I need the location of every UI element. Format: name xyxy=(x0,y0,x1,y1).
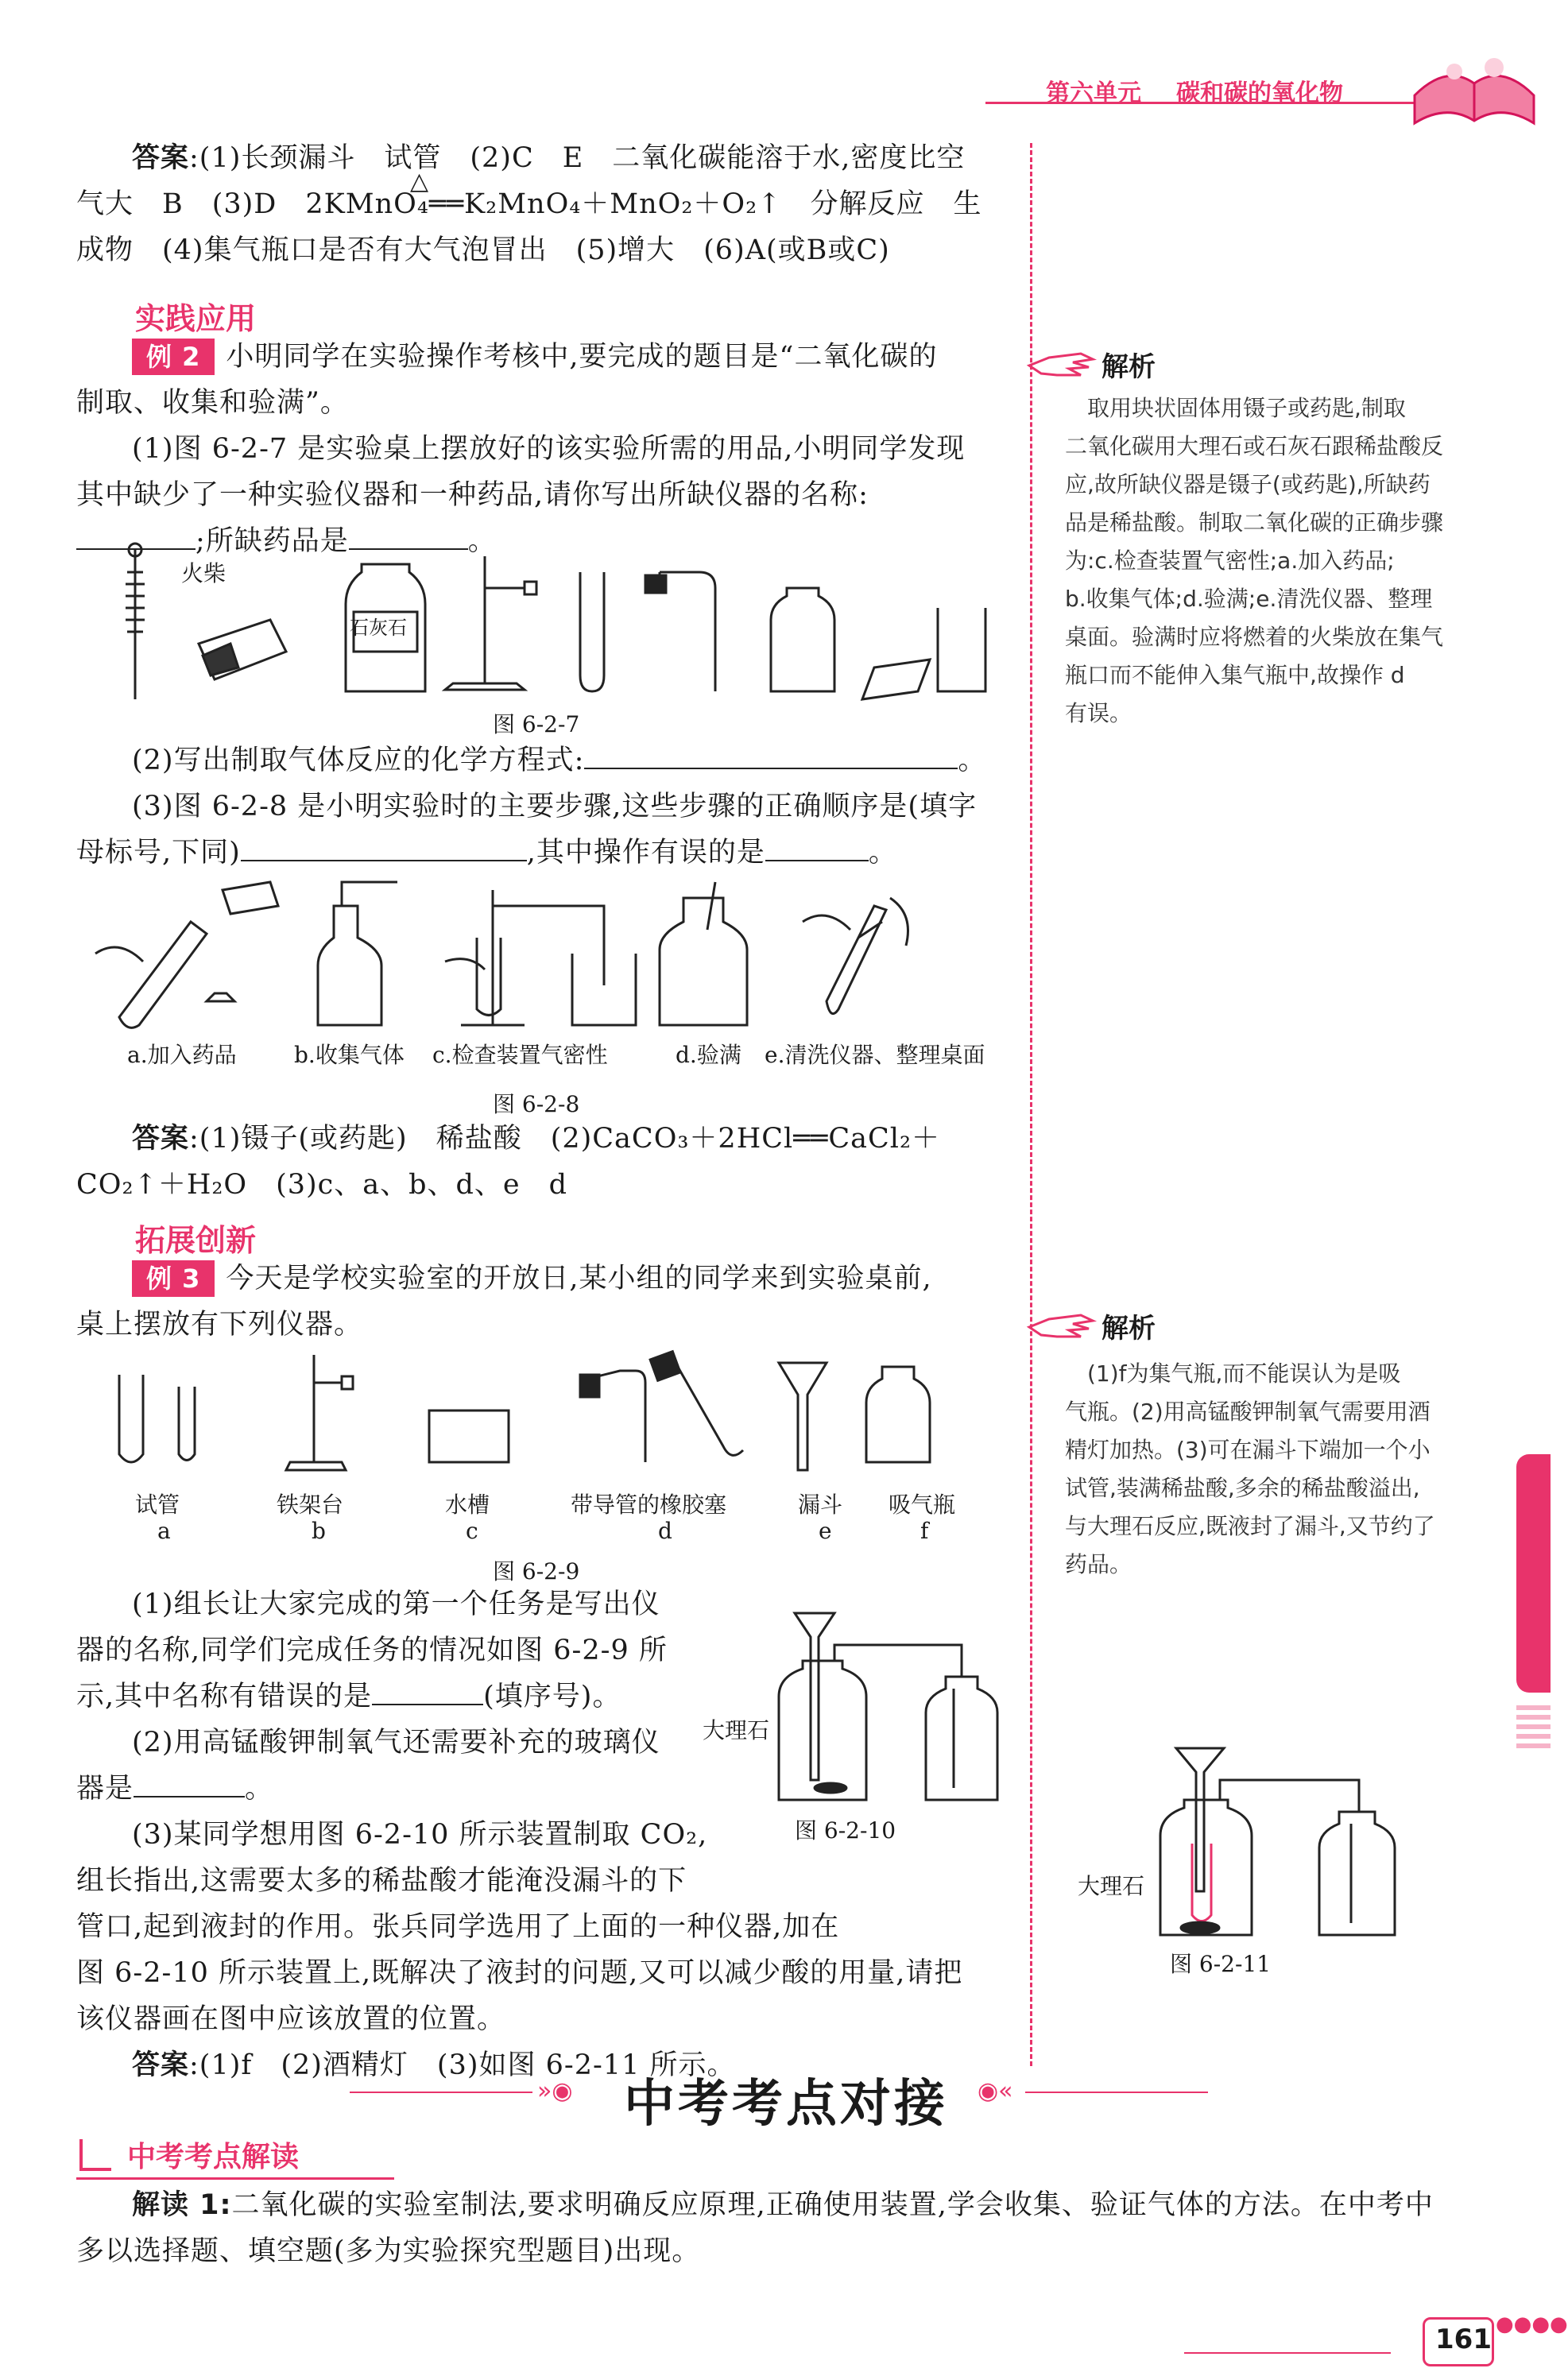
edge-tab xyxy=(1516,1454,1551,1693)
subhead-underline xyxy=(76,2177,394,2180)
fig9-c-name: 水槽 xyxy=(445,1492,490,1518)
ex3-q3-line2: 组长指出,这需要太多的稀盐酸才能淹没漏斗的下 xyxy=(76,1865,687,1897)
ex2-line1: 例 2 小明同学在实验操作考核中,要完成的题目是“二氧化碳的 xyxy=(76,334,1022,380)
fig9-a-name: 试管 xyxy=(135,1492,180,1518)
dots-icon: ●●●● xyxy=(1496,2312,1568,2336)
book-logo-icon xyxy=(1407,48,1542,135)
figure-6-2-10 xyxy=(779,1597,1017,1812)
fig8-label-a: a.加入药品 xyxy=(127,1042,237,1068)
ex3-q2-line2: 器是 。 xyxy=(76,1773,274,1805)
unit-label: 第六单元 xyxy=(1046,79,1141,107)
banner-rule-right xyxy=(1025,2092,1208,2093)
fig8-label-e: e.清洗仪器、整理桌面 xyxy=(765,1042,985,1068)
fig9-caption: 图 6-2-9 xyxy=(493,1558,580,1585)
chevron-right-icon: »◉ xyxy=(537,2077,573,2105)
side2-title: 解析 xyxy=(1101,1313,1156,1345)
side2-body: (1)f为集气瓶,而不能误认为是吸 气瓶。(2)用高锰酸钾制氧气需要用酒 精灯加热。(3)可在漏斗下端加一个小 试管,装满稀盐酸,多余的稀盐酸溢出, 与大理石反应,既液封了漏斗,又节约了 药品。 xyxy=(1065,1360,1435,1577)
subhead-icon xyxy=(79,2139,111,2171)
fig11-caption: 图 6-2-11 xyxy=(1170,1951,1272,1977)
fig9-e-key: e xyxy=(819,1518,832,1544)
answer1-line3: 成物 (4)集气瓶口是否有大气泡冒出 (5)增大 (6)A(或B或C) xyxy=(76,234,890,266)
reading-line1: 解读 1:二氧化碳的实验室制法,要求明确反应原理,正确使用装置,学会收集、验证气体的方法。在中考中 xyxy=(132,2189,1434,2221)
footer-rule xyxy=(1184,2352,1391,2354)
section-extend: 拓展创新 xyxy=(135,1223,257,1258)
fig7-jar-label: 石灰石 xyxy=(350,617,407,639)
fig11-label: 大理石 xyxy=(1078,1873,1145,1899)
fig10-label: 大理石 xyxy=(703,1717,770,1743)
ex3-answer: 答案:(1)f (2)酒精灯 (3)如图 6-2-11 所示。 xyxy=(132,2049,736,2081)
ex3-q3-line3: 管口,起到液封的作用。张兵同学选用了上面的一种仪器,加在 xyxy=(76,1911,840,1943)
ex2-q3-line2: 母标号,下同) ,其中操作有误的是 。 xyxy=(76,837,897,869)
fig8-label-c: c.检查装置气密性 xyxy=(432,1042,608,1068)
fig9-f-name: 吸气瓶 xyxy=(889,1492,956,1518)
figure-6-2-9 xyxy=(111,1351,985,1478)
figure-6-2-11 xyxy=(1160,1732,1415,1947)
example2-badge: 例 2 xyxy=(132,339,215,375)
banner-title: 中考考点对接 xyxy=(624,2075,948,2134)
column-divider xyxy=(1030,143,1032,2066)
ex3-line1: 例 3 今天是学校实验室的开放日,某小组的同学来到实验桌前, xyxy=(76,1256,1022,1302)
fig8-caption: 图 6-2-8 xyxy=(493,1091,580,1117)
ex3-q1-line1: (1)组长让大家完成的第一个任务是写出仪 xyxy=(132,1589,660,1620)
fig9-f-key: f xyxy=(920,1518,929,1544)
ex3-q3-line4: 图 6-2-10 所示装置上,既解决了液封的问题,又可以减少酸的用量,请把 xyxy=(76,1957,963,1989)
page-number: 161 xyxy=(1435,2324,1492,2355)
fig9-d-name: 带导管的橡胶塞 xyxy=(571,1492,727,1518)
hand-pointer-icon xyxy=(1025,342,1097,389)
ex3-q3-line1: (3)某同学想用图 6-2-10 所示装置制取 CO₂, xyxy=(132,1819,708,1851)
figure-6-2-8 xyxy=(95,874,993,1033)
ex2-line5: ;所缺药品是 。 xyxy=(76,518,1022,564)
ex3-q3-line5: 该仪器画在图中应该放置的位置。 xyxy=(76,2003,506,2035)
fig9-c-key: c xyxy=(466,1518,478,1544)
fig9-e-name: 漏斗 xyxy=(798,1492,843,1518)
section-practice: 实践应用 xyxy=(135,301,257,336)
fig9-a-key: a xyxy=(157,1518,171,1544)
ex3-q2-line1: (2)用高锰酸钾制氧气还需要补充的玻璃仪 xyxy=(132,1727,660,1759)
ex2-line3: (1)图 6-2-7 是实验桌上摆放好的该实验所需的用品,小明同学发现 xyxy=(132,433,966,465)
ex2-q2: (2)写出制取气体反应的化学方程式: 。 xyxy=(132,745,987,776)
fig9-d-key: d xyxy=(658,1518,672,1544)
ex2-q3-line1: (3)图 6-2-8 是小明实验时的主要步骤,这些步骤的正确顺序是(填字 xyxy=(132,791,978,822)
ex2-answer-line2: CO₂↑＋H₂O (3)c、a、b、d、e d xyxy=(76,1169,568,1201)
fig8-label-d: d.验满 xyxy=(676,1042,741,1068)
fig7-caption: 图 6-2-7 xyxy=(493,711,580,737)
heat-condition: △ xyxy=(410,168,430,195)
ex3-line2: 桌上摆放有下列仪器。 xyxy=(76,1309,363,1341)
ex2-answer-line1: 答案:(1)镊子(或药匙) 稀盐酸 (2)CaCO₃＋2HCl══CaCl₂＋ xyxy=(132,1123,940,1155)
banner-rule-left xyxy=(350,2092,532,2093)
ex3-q1-line2: 器的名称,同学们完成任务的情况如图 6-2-9 所 xyxy=(76,1635,668,1666)
ex3-q1-line3: 示,其中名称有错误的是 (填序号)。 xyxy=(76,1681,621,1712)
fig7-match-label: 火柴 xyxy=(181,560,226,586)
example3-badge: 例 3 xyxy=(132,1260,215,1297)
side1-body: 取用块状固体用镊子或药匙,制取 二氧化碳用大理石或石灰石跟稀盐酸反 应,故所缺仪器是镊子(或药匙),所缺药 品是稀盐酸。制取二氧化碳的正确步骤 为:c.检查装置气密性;a.加入药品; b.收集气体;d.验满;e.清洗仪器、整理 桌面。验满时应将燃着的火柴放在集气 瓶口而不能伸入集气瓶中,故操作 d 有误。 xyxy=(1065,395,1444,726)
ex2-line2: 制取、收集和验满”。 xyxy=(76,387,349,419)
figure-6-2-7 xyxy=(111,540,985,707)
subhead-title: 中考考点解读 xyxy=(127,2141,300,2173)
fig10-caption: 图 6-2-10 xyxy=(795,1817,896,1844)
fig8-label-b: b.收集气体 xyxy=(294,1042,405,1068)
answer1-line1: 答案:(1)长颈漏斗 试管 (2)C E 二氧化碳能溶于水,密度比空 xyxy=(132,142,966,174)
fig9-b-key: b xyxy=(312,1518,326,1544)
ex2-line4: 其中缺少了一种实验仪器和一种药品,请你写出所缺仪器的名称: xyxy=(76,479,869,511)
reading-line2: 多以选择题、填空题(多为实验探究型题目)出现。 xyxy=(76,2235,701,2267)
hand-pointer-icon xyxy=(1025,1303,1097,1351)
answer1-line2: 气大 B (3)D 2KMnO₄══K₂MnO₄＋MnO₂＋O₂↑ 分解反应 生 △ xyxy=(76,181,1022,227)
fig9-b-name: 铁架台 xyxy=(277,1492,344,1518)
chevron-left-icon: ◉« xyxy=(978,2077,1013,2105)
edge-tab-stripe xyxy=(1516,1701,1551,1748)
unit-title: 碳和碳的氧化物 xyxy=(1176,79,1343,107)
side1-title: 解析 xyxy=(1101,351,1156,383)
